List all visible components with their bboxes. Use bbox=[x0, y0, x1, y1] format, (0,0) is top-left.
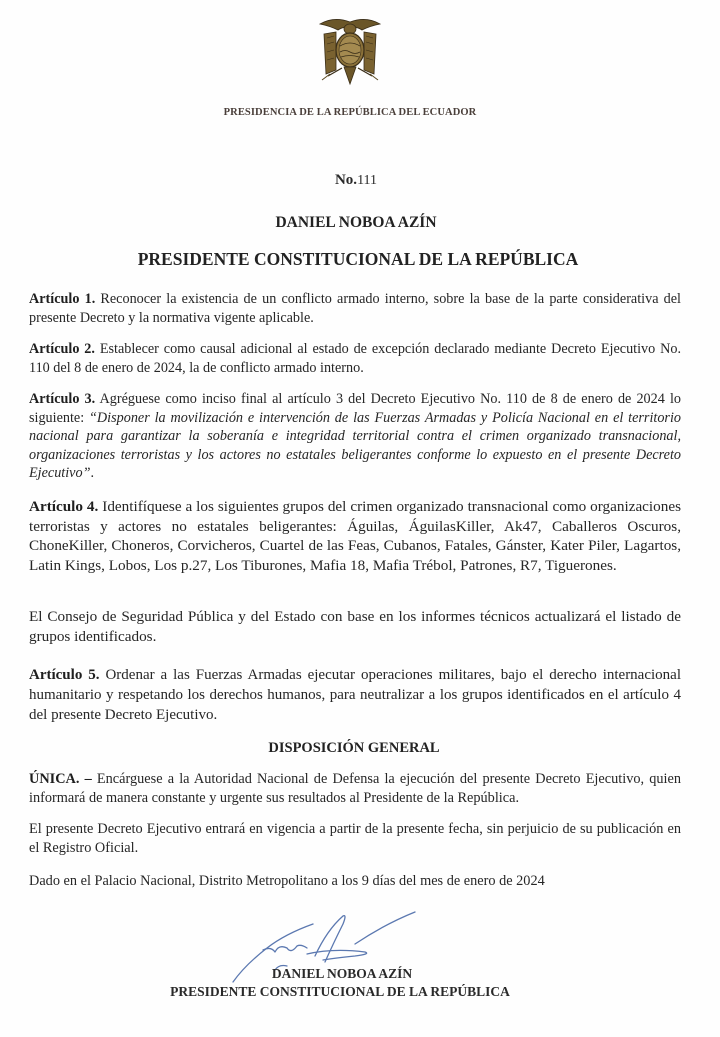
article-4-text: Identifíquese a los siguientes grupos del crimen organizado transnacional como organizaciones terroristas y actores no estatales beligerantes: Águilas, ÁguilasKiller, Ak47, Caballeros Oscuros, ChoneKiller, Choneros, Corvicheros, Cuartel de las Feas, Cubanos, Fatales, Gánster, Kater Piler, Lagartos, Latin Kings, Lobos, Los p.27, Los Tiburones, Mafia 18, Mafia Trébol, Patrones, R7, Tiguerones. bbox=[29, 498, 681, 574]
effective-clause: El presente Decreto Ejecutivo entrará en vigencia a partir de la presente fecha, sin perjuicio de su publicación en el Registro Oficial. bbox=[29, 821, 681, 856]
unica-label: ÚNICA. – bbox=[29, 771, 92, 787]
article-4-note: El Consejo de Seguridad Pública y del Estado con base en los informes técnicos actualizará el listado de grupos identificados. bbox=[29, 608, 681, 645]
signatory-name: DANIEL NOBOA AZÍN bbox=[271, 966, 413, 981]
article-2-text: Establecer como causal adicional al estado de excepción declarado mediante Decreto Ejecutivo No. 110 del 8 de enero de 2024, la de conflicto armado interno. bbox=[29, 341, 681, 376]
article-3-quote: “Disponer la movilización e intervención de las Fuerzas Armadas y Policía Nacional en el territorio nacional para garantizar la soberanía e integridad territorial contra el crimen organizado transnacional, organizaciones terroristas y los actores no estatales beligerantes conforme lo expuesto en el presente Decreto Ejecutivo” bbox=[29, 409, 681, 481]
article-1-text: Reconocer la existencia de un conflicto armado interno, sobre la base de la parte considerativa del presente Decreto y la normativa vigente aplicable. bbox=[29, 291, 681, 326]
article-3 bbox=[29, 390, 681, 483]
article-2 bbox=[29, 340, 681, 377]
issuer-name: DANIEL NOBOA AZÍN bbox=[275, 214, 437, 231]
letterhead-institution: PRESIDENCIA DE LA REPÚBLICA DEL ECUADOR bbox=[223, 107, 477, 118]
general-disposition-unica bbox=[29, 770, 681, 807]
article-3-tail: . bbox=[90, 465, 95, 481]
article-1-label: Artículo 1. bbox=[29, 291, 96, 307]
ecuador-coat-of-arms-icon bbox=[314, 12, 386, 88]
decree-number bbox=[0, 172, 716, 189]
unica-text: Encárguese a la Autoridad Nacional de Defensa la ejecución del presente Decreto Ejecutivo, quien informará de manera constante y urgente sus resultados al Presidente de la República. bbox=[29, 771, 681, 806]
article-3-text: Agréguese como inciso final al artículo 3 del Decreto Ejecutivo No. 110 de 8 de enero de 2024 lo siguiente: bbox=[29, 391, 681, 426]
decree-number-label: No. bbox=[334, 172, 358, 188]
article-1 bbox=[29, 290, 681, 327]
decree-number-value: 111 bbox=[357, 173, 378, 188]
article-2-label: Artículo 2. bbox=[29, 341, 95, 357]
signatory-title: PRESIDENTE CONSTITUCIONAL DE LA REPÚBLICA bbox=[170, 984, 510, 999]
article-3-label: Artículo 3. bbox=[29, 391, 96, 407]
general-disposition-heading: DISPOSICIÓN GENERAL bbox=[268, 740, 440, 756]
article-5 bbox=[29, 665, 681, 725]
article-4-label: Artículo 4. bbox=[29, 498, 99, 515]
article-4 bbox=[29, 497, 681, 575]
given-at-clause: Dado en el Palacio Nacional, Distrito Metropolitano a los 9 días del mes de enero de 2024 bbox=[29, 873, 545, 889]
issuer-title: PRESIDENTE CONSTITUCIONAL DE LA REPÚBLICA bbox=[137, 249, 579, 269]
article-5-text: Ordenar a las Fuerzas Armadas ejecutar operaciones militares, bajo el derecho internacional humanitario y respetando los derechos humanos, para neutralizar a los grupos identificados en el artículo 4 del presente Decreto Ejecutivo. bbox=[29, 667, 681, 723]
article-5-label: Artículo 5. bbox=[29, 667, 100, 683]
